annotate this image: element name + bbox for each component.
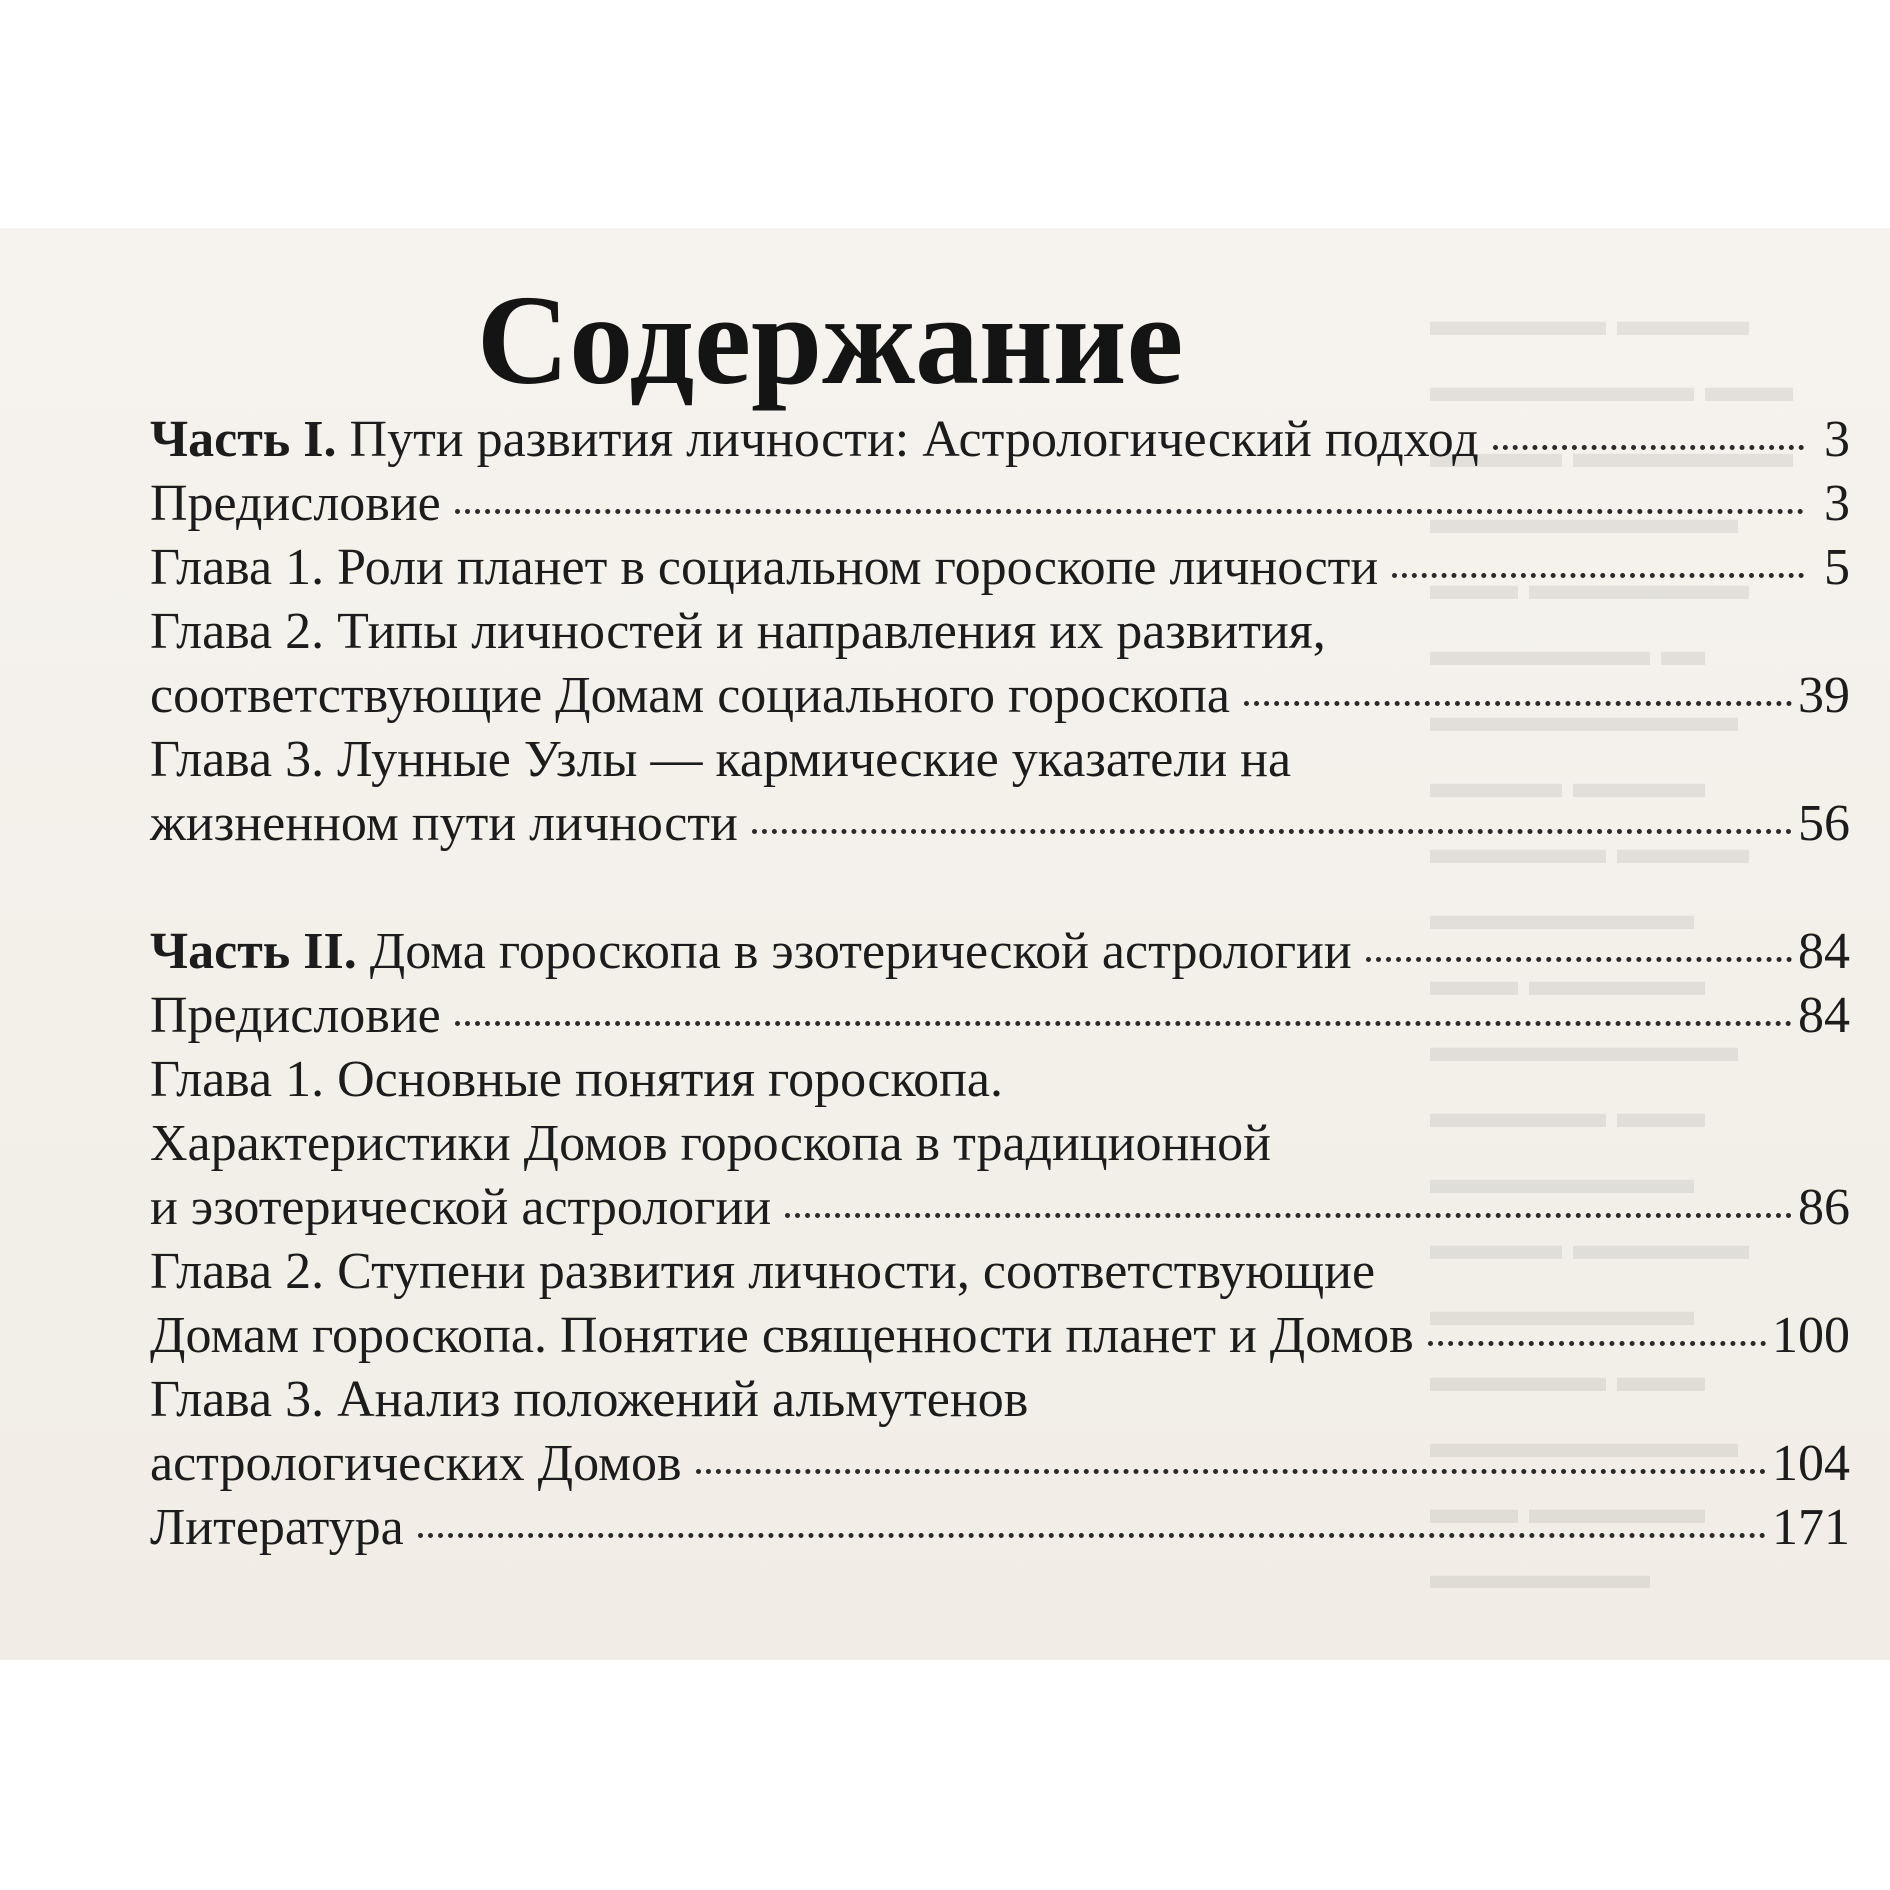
dot-leader [696,1469,1766,1474]
dot-leader [1428,1341,1766,1346]
section-gap [150,856,1850,920]
entry-title: Предисловие [150,475,441,532]
entry-title-continued: астрологических Домов [150,1435,682,1492]
toc-entry-line [150,1112,1850,1176]
dot-leader [785,1213,1792,1218]
part-1-title: Пути развития личности: Астрологический подход [349,411,1479,468]
page-number: 39 [1798,667,1850,724]
entry-title: Предисловие [150,987,441,1044]
entry-title: Глава 1. Роли планет в социальном гороскопе личности [150,539,1379,596]
page-number: 104 [1772,1435,1850,1492]
toc-part-2 [150,920,1850,984]
toc-entry [150,472,1850,536]
toc-entry [150,664,1850,728]
toc-entry [150,1432,1850,1496]
toc-entry [150,1304,1850,1368]
page-number: 3 [1824,475,1850,532]
part-2-label: Часть II. [150,923,357,980]
dot-leader [1493,445,1804,450]
dot-leader [418,1533,1766,1538]
page-number: 84 [1798,987,1850,1044]
toc-part-1 [150,408,1850,472]
dot-leader [1244,701,1792,706]
dot-leader [455,509,1804,514]
page-number: 56 [1798,795,1850,852]
dot-leader [752,829,1792,834]
toc-entry-line [150,1240,1850,1304]
page-number: 100 [1772,1307,1850,1364]
page-number: 84 [1798,923,1850,980]
dot-leader [1392,573,1804,578]
dot-leader [455,1021,1792,1026]
page-number: 5 [1824,539,1850,596]
entry-title-continued: и эзотерической астрологии [150,1179,772,1236]
entry-title-continued: Характеристики Домов гороскопа в традиционной [150,1115,1271,1172]
entry-title: Глава 3. Лунные Узлы — кармические указатели на [150,731,1292,788]
show-through-text: ▬▬▬▬ ▬▬▬ ▬▬▬▬▬▬ ▬▬ ▬▬▬ ▬▬▬▬▬ ▬▬▬▬▬▬▬ ▬▬ ▬▬▬▬▬ ▬▬▬▬▬ ▬ ▬▬▬▬▬▬▬ ▬▬▬ ▬▬▬ ▬▬▬▬ ▬▬▬ ▬▬▬▬▬▬ ▬▬ ▬▬▬▬ ▬▬▬▬▬▬▬ ▬▬▬▬ ▬▬ ▬▬▬▬▬▬ ▬▬▬ ▬▬▬▬ ▬▬▬▬▬▬ ▬▬▬▬ ▬▬ ▬▬▬▬▬▬▬ ▬▬ ▬▬▬▬ ▬▬▬▬▬ [1430,296,1793,1588]
dot-leader [1366,957,1792,962]
toc-entry-line [150,1368,1850,1432]
part-2-title: Дома гороскопа в эзотерической астрологии [369,923,1352,980]
entry-title-continued: соответствующие Домам социального гороскопа [150,667,1230,724]
entry-title: Глава 3. Анализ положений альмутенов [150,1371,1029,1428]
toc-entry-line [150,1048,1850,1112]
toc-entry [150,1176,1850,1240]
toc-entry [150,984,1850,1048]
entry-title-continued: жизненном пути личности [150,795,738,852]
book-page-photo [0,228,1890,1660]
toc-entry-line [150,600,1850,664]
page-title: Содержание [476,269,1184,411]
toc-entry [150,1496,1850,1560]
entry-title: Глава 2. Типы личностей и направления их развития, [150,603,1326,660]
entry-title: Литература [150,1499,404,1556]
part-1-label: Часть I. [150,411,337,468]
table-of-contents [150,408,1850,1560]
toc-entry-line [150,728,1850,792]
page-number: 171 [1772,1499,1850,1556]
page-number: 3 [1824,411,1850,468]
entry-title: Глава 2. Ступени развития личности, соответствующие [150,1243,1376,1300]
entry-title: Глава 1. Основные понятия гороскопа. [150,1051,1003,1108]
page-number: 86 [1798,1179,1850,1236]
toc-entry [150,792,1850,856]
toc-entry [150,536,1850,600]
entry-title-continued: Домам гороскопа. Понятие священности планет и Домов [150,1307,1414,1364]
